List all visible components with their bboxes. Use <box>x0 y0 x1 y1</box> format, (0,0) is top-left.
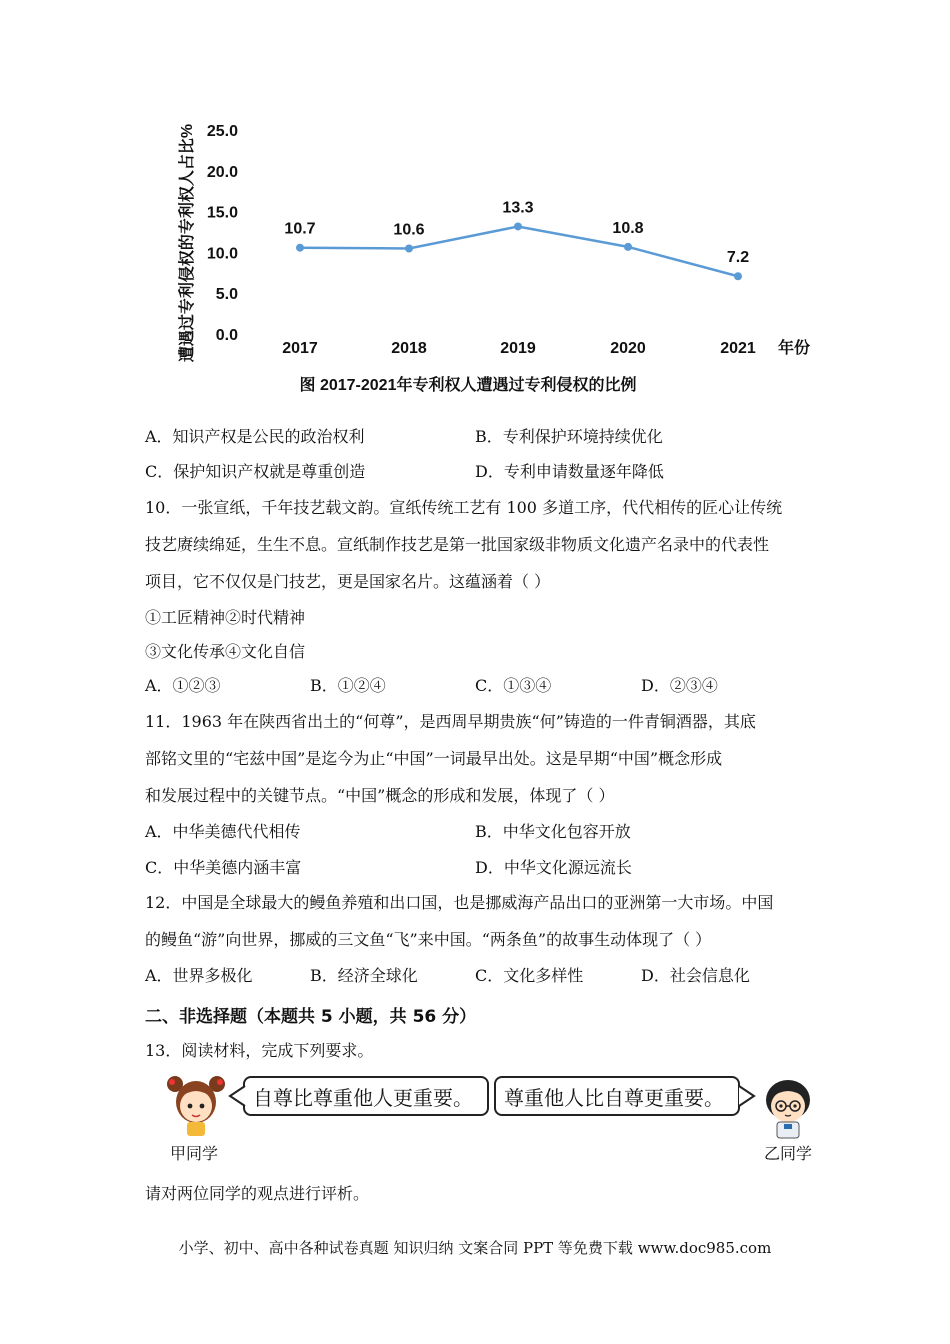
x-tick-label: 2021 <box>720 340 756 357</box>
data-label: 13.3 <box>502 199 534 217</box>
q12-line: 12．中国是全球最大的鳗鱼养殖和出口国，也是挪威海产品出口的亚洲第一大市场。中国 <box>145 893 774 912</box>
y-tick-label: 15.0 <box>206 204 238 222</box>
q10-line: 技艺赓续绵延，生生不息。宣纸制作技艺是第一批国家级非物质文化遗产名录中的代表性 <box>145 535 770 554</box>
q10-item: ③文化传承④文化自信 <box>145 642 306 661</box>
q10-option-a: A．①②③ <box>145 676 221 695</box>
q9-option-b: B．专利保护环境持续优化 <box>475 427 663 446</box>
data-label: 7.2 <box>726 249 750 267</box>
x-tick-label: 2018 <box>391 340 427 357</box>
q11-line: 和发展过程中的关键节点。“中国”概念的形成和发展，体现了（ ） <box>145 786 615 805</box>
y-tick-label: 25.0 <box>206 123 238 140</box>
section-title: 二、非选择题（本题共 5 小题，共 56 分） <box>145 1007 477 1027</box>
data-point <box>296 244 304 252</box>
q11-option-c: C．中华美德内涵丰富 <box>145 858 302 877</box>
data-point <box>624 243 632 251</box>
data-label: 10.7 <box>284 220 316 238</box>
boy-student-illustration <box>755 1074 821 1140</box>
q10-line: 10．一张宣纸，千年技艺载文韵。宣纸传统工艺有 100 多道工序，代代相传的匠心让传统 <box>145 498 783 517</box>
data-point <box>734 272 742 280</box>
data-point <box>514 222 522 230</box>
bubble-tail-right <box>738 1084 756 1108</box>
q12-line: 的鳗鱼“游”向世界，挪威的三文鱼“飞”来中国。“两条鱼”的故事生动体现了（ ） <box>145 930 712 949</box>
q9-option-a: A．知识产权是公民的政治权利 <box>145 427 365 446</box>
y-tick-label: 5.0 <box>215 286 238 304</box>
data-label: 10.6 <box>393 221 425 239</box>
x-axis-label: 年份 <box>778 340 811 357</box>
q11-option-b: B．中华文化包容开放 <box>475 822 631 841</box>
q12-option-a: A．世界多极化 <box>145 966 253 985</box>
y-axis-label: 遭遇过专利侵权的专利权人占比% <box>179 123 196 363</box>
x-tick-label: 2020 <box>610 340 646 357</box>
q11-line: 11．1963 年在陕西省出土的“何尊”，是西周早期贵族“何”铸造的一件青铜酒器，其底 <box>145 712 756 731</box>
girl-student-illustration <box>163 1072 229 1138</box>
student-label-left: 甲同学 <box>170 1144 219 1163</box>
y-tick-label: 20.0 <box>206 163 238 181</box>
series-line <box>300 226 738 276</box>
q10-line: 项目，它不仅仅是门技艺，更是国家名片。这蕴涵着（ ） <box>145 572 551 591</box>
q12-option-c: C．文化多样性 <box>475 966 584 985</box>
y-tick-label: 0.0 <box>215 327 238 344</box>
q9-option-d: D．专利申请数量逐年降低 <box>475 462 664 481</box>
q11-option-d: D．中华文化源远流长 <box>475 858 632 877</box>
bubble-tail-left <box>228 1084 246 1108</box>
x-tick-label: 2017 <box>282 340 318 357</box>
speech-bubble-right: 尊重他人比自尊更重要。 <box>494 1076 740 1116</box>
q10-option-b: B．①②④ <box>310 676 386 695</box>
q12-option-d: D．社会信息化 <box>641 966 750 985</box>
y-tick-label: 10.0 <box>206 245 238 263</box>
q12-option-b: B．经济全球化 <box>310 966 418 985</box>
q10-option-c: C．①③④ <box>475 676 552 695</box>
data-point <box>405 245 413 253</box>
q10-item: ①工匠精神②时代精神 <box>145 608 306 627</box>
q11-option-a: A．中华美德代代相传 <box>145 822 301 841</box>
page-footer: 小学、初中、高中各种试卷真题 知识归纳 文案合同 PPT 等免费下载 www.doc985.com <box>178 1239 772 1257</box>
speech-bubble-left: 自尊比尊重他人更重要。 <box>243 1076 489 1116</box>
data-label: 10.8 <box>612 219 644 237</box>
student-label-right: 乙同学 <box>764 1144 813 1163</box>
q11-line: 部铭文里的“宅兹中国”是迄今为止“中国”一词最早出处。这是早期“中国”概念形成 <box>145 749 723 768</box>
chart-title: 图 2017-2021年专利权人遭遇过专利侵权的比例 <box>299 377 637 394</box>
line-chart <box>0 0 950 410</box>
q9-option-c: C．保护知识产权就是尊重创造 <box>145 462 366 481</box>
x-tick-label: 2019 <box>500 340 536 357</box>
q13-prompt: 请对两位同学的观点进行评析。 <box>145 1184 370 1203</box>
q10-option-d: D．②③④ <box>641 676 718 695</box>
q13-intro: 13．阅读材料，完成下列要求。 <box>145 1041 374 1060</box>
